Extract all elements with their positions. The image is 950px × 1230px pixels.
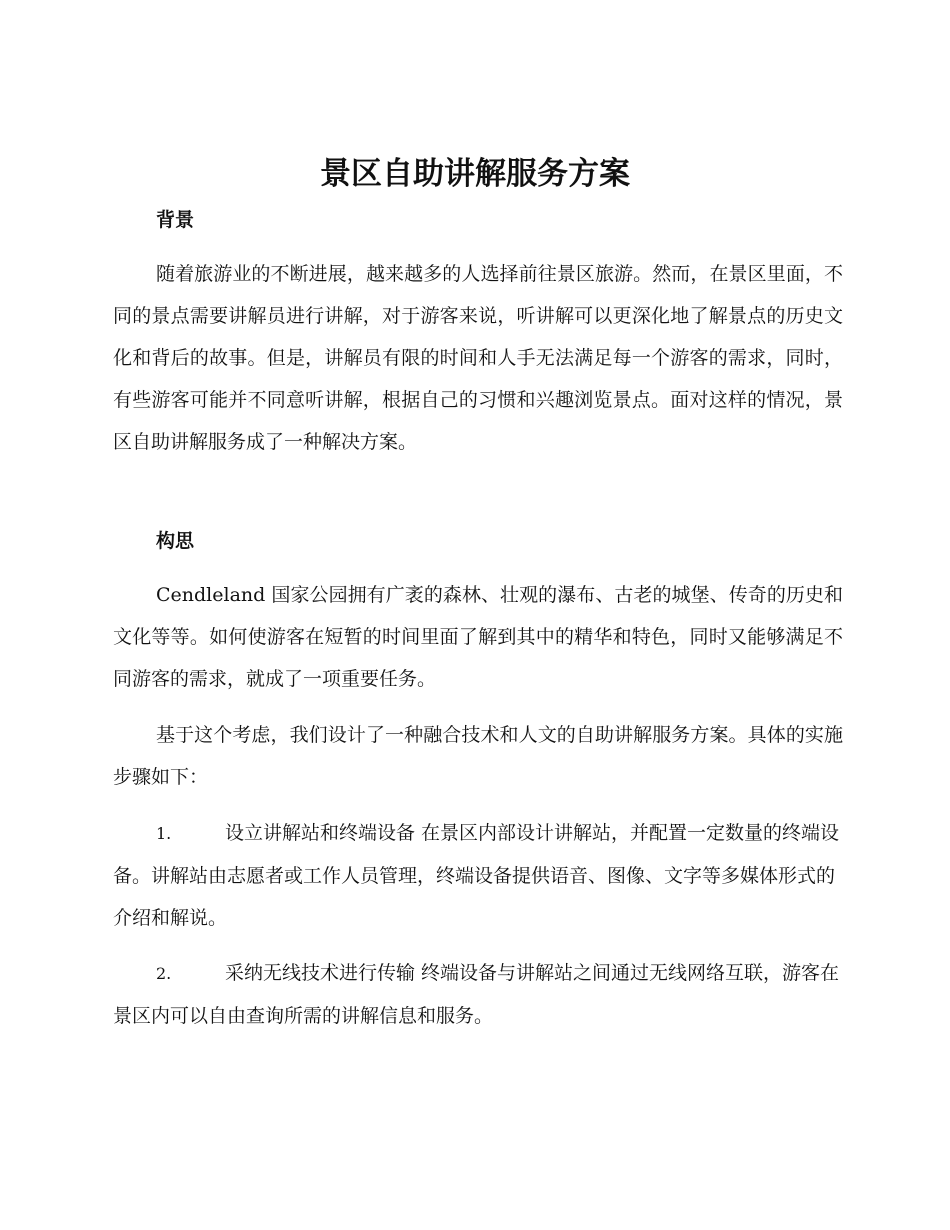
step-list-item-2 xyxy=(113,952,843,1037)
concept-paragraph-2: 基于这个考虑，我们设计了一种融合技术和人文的自助讲解服务方案。具体的实施步骤如下： xyxy=(113,724,843,788)
section-heading-concept: 构思 xyxy=(156,530,195,552)
document-title: 景区自助讲解服务方案 xyxy=(320,156,630,192)
step-number-2: 2. xyxy=(156,964,172,983)
step-list-item-1 xyxy=(113,812,843,939)
section-heading-background: 背景 xyxy=(156,209,195,231)
concept-paragraph-1: Cendleland 国家公园拥有广袤的森林、壮观的瀑布、古老的城堡、传奇的历史和文化等等。如何使游客在短暂的时间里面了解到其中的精华和特色，同时又能够满足不同游客的需求，就成了一项重要任务。 xyxy=(113,584,843,690)
background-paragraph: 随着旅游业的不断进展，越来越多的人选择前往景区旅游。然而，在景区里面，不同的景点需要讲解员进行讲解，对于游客来说，听讲解可以更深化地了解景点的历史文化和背后的故事。但是，讲解员有限的时间和人手无法满足每一个游客的需求，同时，有些游客可能并不同意听讲解，根据自己的习惯和兴趣浏览景点。面对这样的情况，景区自助讲解服务成了一种解决方案。 xyxy=(113,263,843,453)
step-number-1: 1. xyxy=(156,824,172,843)
step-text-2: 采纳无线技术进行传输 终端设备与讲解站之间通过无线网络互联，游客在景区内可以自由查询所需的讲解信息和服务。 xyxy=(113,962,840,1027)
step-text-1: 设立讲解站和终端设备 在景区内部设计讲解站，并配置一定数量的终端设备。讲解站由志愿者或工作人员管理，终端设备提供语音、图像、文字等多媒体形式的介绍和解说。 xyxy=(113,822,840,929)
